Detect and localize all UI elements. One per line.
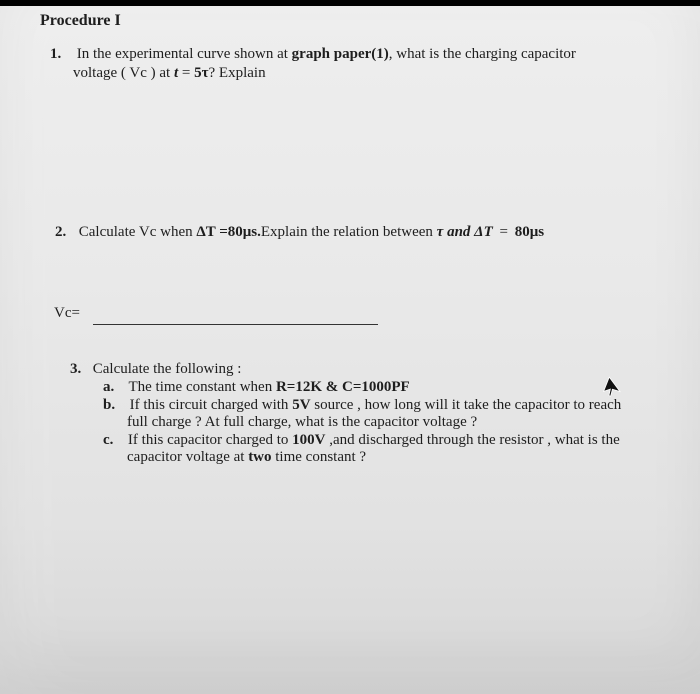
- q1-text: In the experimental curve shown at: [76, 46, 292, 62]
- question-2-number: 2.: [55, 224, 67, 240]
- q3c-text-2: ,and discharged through the resistor , what is the: [325, 432, 620, 448]
- q1-equals: =: [178, 65, 195, 81]
- document-page: [0, 6, 700, 694]
- q3b-marker: b.: [103, 397, 116, 413]
- q3a-marker: a.: [103, 379, 115, 395]
- procedure-heading: Procedure I: [40, 12, 121, 29]
- q2-equals: =: [495, 224, 512, 240]
- question-3a: [103, 378, 410, 396]
- vc-answer-label: Vc=: [54, 305, 80, 321]
- question-3-number: 3.: [70, 361, 82, 377]
- q3c-voltage: 100V: [292, 432, 326, 448]
- q3b-text: If this circuit charged with: [129, 397, 293, 413]
- question-3c-line-2: [127, 448, 366, 466]
- q3-intro-text: Calculate the following :: [92, 361, 242, 377]
- question-1-line-1: [50, 45, 576, 63]
- question-3b-line-2: full charge ? At full charge, what is the capacitor voltage ?: [127, 414, 478, 430]
- question-3-intro: [70, 360, 241, 378]
- q1-text-2: , what is the charging capacitor: [388, 46, 576, 62]
- q3c-line2-end: time constant ?: [271, 449, 367, 465]
- q1-graph-ref: graph paper(1): [291, 46, 389, 62]
- q2-delta-t: ΔT =80μs.: [196, 224, 261, 240]
- question-1-number: 1.: [50, 46, 62, 62]
- q2-tau-delta: τ and ΔT: [436, 224, 493, 240]
- question-2: [55, 223, 544, 241]
- question-1-line-2: [73, 64, 266, 82]
- q1-tau-value: 5τ: [194, 65, 209, 81]
- q3b-voltage: 5V: [292, 397, 311, 413]
- q3c-text: If this capacitor charged to: [127, 432, 293, 448]
- q1-line2-text: voltage ( Vc ) at: [73, 65, 174, 81]
- q3a-values: R=12K & C=1000PF: [275, 379, 410, 395]
- q1-t-variable: t: [173, 65, 179, 81]
- question-3c-line-1: [103, 431, 620, 449]
- q3c-line2-text: capacitor voltage at: [127, 449, 249, 465]
- q3c-two: two: [248, 449, 272, 465]
- mouse-pointer-icon: [601, 376, 621, 398]
- q2-relation-text: Explain the relation between: [260, 224, 437, 240]
- vc-answer-line[interactable]: [93, 324, 378, 325]
- question-3b-line-1: [103, 396, 621, 414]
- q3c-marker: c.: [103, 432, 114, 448]
- q3b-text-2: source , how long will it take the capacitor to reach: [310, 397, 622, 413]
- q3a-text: The time constant when: [128, 379, 276, 395]
- q2-value: 80μs: [514, 224, 545, 240]
- q1-explain: ? Explain: [208, 65, 266, 81]
- q2-text: Calculate Vc when: [78, 224, 197, 240]
